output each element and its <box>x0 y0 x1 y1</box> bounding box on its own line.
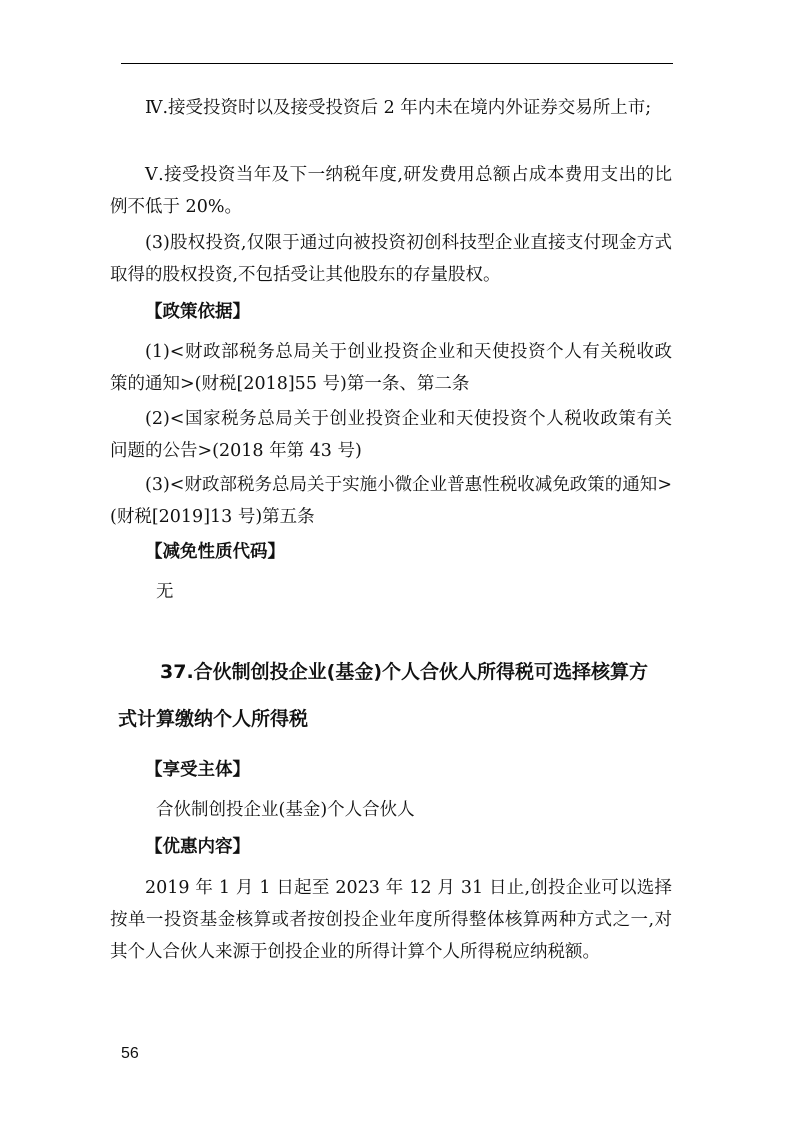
paragraph-policy-3: (3)<财政部税务总局关于实施小微企业普惠性税收减免政策的通知>(财税[2019]13 号)第五条 <box>110 475 672 527</box>
section-title-line-1: 37.合伙制创投企业(基金)个人合伙人所得税可选择核算方 <box>160 661 649 683</box>
paragraph-rd-condition: Ⅴ.接受投资当年及下一纳税年度,研发费用总额占成本费用支出的比例不低于 20%。 <box>110 165 672 217</box>
section-title-line-2: 式计算缴纳个人所得税 <box>118 708 309 730</box>
heading-benefit: 【优惠内容】 <box>145 837 250 857</box>
paragraph-benefit: 2019 年 1 月 1 日起至 2023 年 12 月 31 日止,创投企业可以选择按单一投资基金核算或者按创投企业年度所得整体核算两种方式之一,对其个人合伙人来源于创投企业的所得计算个人所得税应纳税额。 <box>110 878 672 962</box>
heading-relief-code: 【减免性质代码】 <box>145 542 285 562</box>
header-rule <box>121 63 673 64</box>
paragraph-equity-investment: (3)股权投资,仅限于通过向被投资初创科技型企业直接支付现金方式取得的股权投资,不包括受让其他股东的存量股权。 <box>110 233 672 285</box>
relief-code-value: 无 <box>156 582 174 602</box>
paragraph-listing-condition: Ⅳ.接受投资时以及接受投资后 2 年内未在境内外证券交易所上市; <box>145 98 652 118</box>
paragraph-policy-1: (1)<财政部税务总局关于创业投资企业和天使投资个人有关税收政策的通知>(财税[2018]55 号)第一条、第二条 <box>110 342 672 394</box>
heading-policy-basis: 【政策依据】 <box>145 302 250 322</box>
heading-beneficiary: 【享受主体】 <box>145 760 250 780</box>
page-number: 56 <box>121 1045 139 1062</box>
paragraph-policy-2: (2)<国家税务总局关于创业投资企业和天使投资个人税收政策有关问题的公告>(2018 年第 43 号) <box>110 409 672 461</box>
beneficiary-text: 合伙制创投企业(基金)个人合伙人 <box>156 800 415 820</box>
